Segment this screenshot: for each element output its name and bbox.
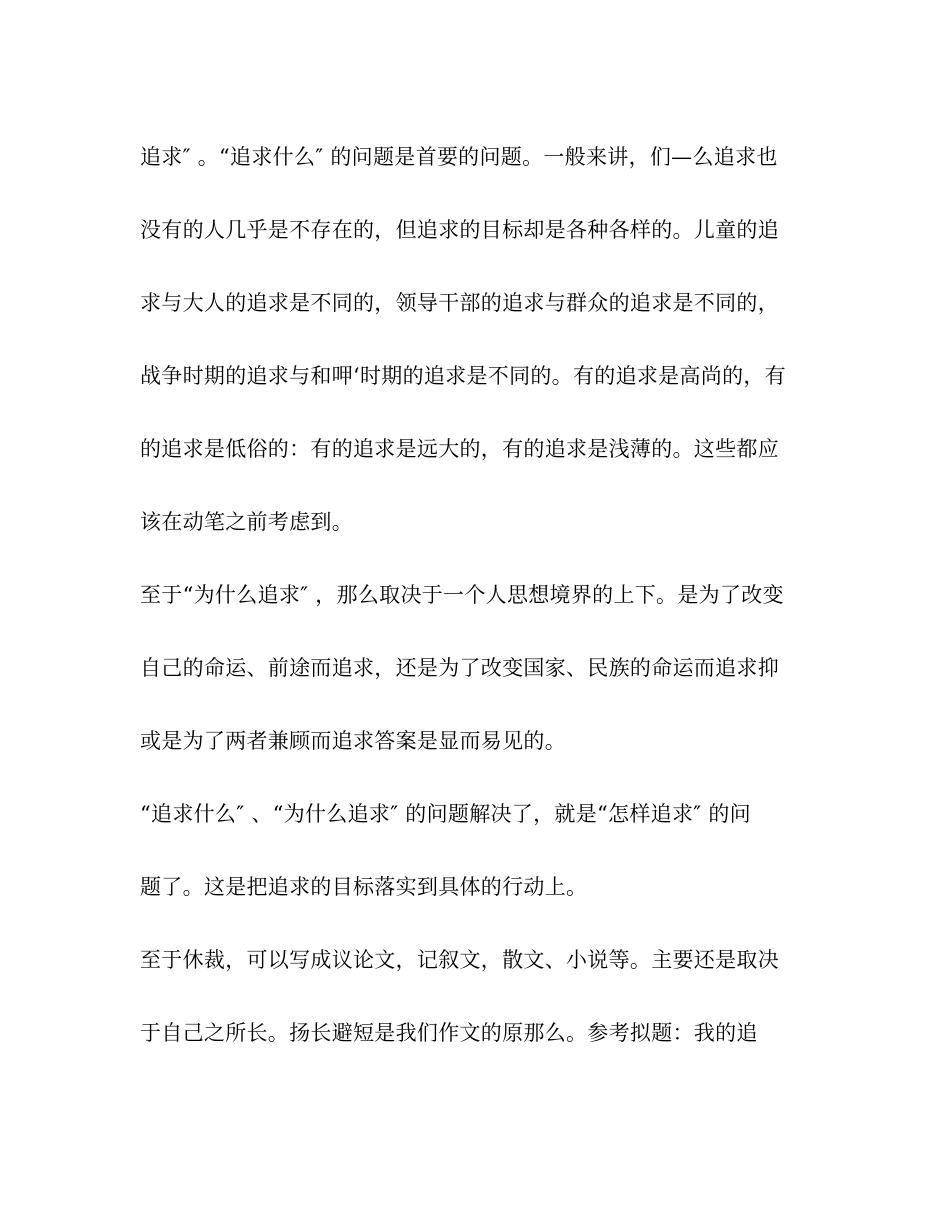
text-line: 自己的命运、前途而追求，还是为了改变国家、民族的命运而追求抑 (140, 656, 779, 680)
text-line: 求与大人的追求是不同的，领导干部的追求与群众的追求是不同的， (140, 291, 779, 315)
text-line: 或是为了两者兼顾而追求答案是显而易见的。 (140, 729, 566, 753)
text-line: 没有的人几乎是不存在的，但追求的目标却是各种各样的。儿童的追 (140, 218, 779, 242)
text-line: 追求″ 。“追求什么″ 的问题是首要的问题。一般来讲，们—么追求也 (140, 145, 778, 169)
text-line: 于自己之所长。扬长避短是我们作文的原那么。参考拟题：我的追 (140, 1021, 758, 1045)
text-line: 的追求是低俗的：有的追求是远大的，有的追求是浅薄的。这些都应 (140, 437, 779, 461)
text-line: 战争时期的追求与和呷‘时期的追求是不同的。有的追求是高尚的，有 (140, 364, 786, 388)
text-line: 题了。这是把追求的目标落实到具体的行动上。 (140, 875, 588, 899)
text-line: 该在动笔之前考虑到。 (140, 510, 353, 534)
text-line: “追求什么″ 、“为什么追求″ 的问题解决了，就是“怎样追求″ 的问 (140, 802, 751, 826)
text-line: 至于休裁，可以写成议论文，记叙文，散文、小说等。主要还是取决 (140, 948, 779, 972)
text-line: 至于“为什么追求″ ，那么取决于一个人思想境界的上下。是为了改变 (140, 583, 784, 607)
document-body (140, 135, 820, 1084)
